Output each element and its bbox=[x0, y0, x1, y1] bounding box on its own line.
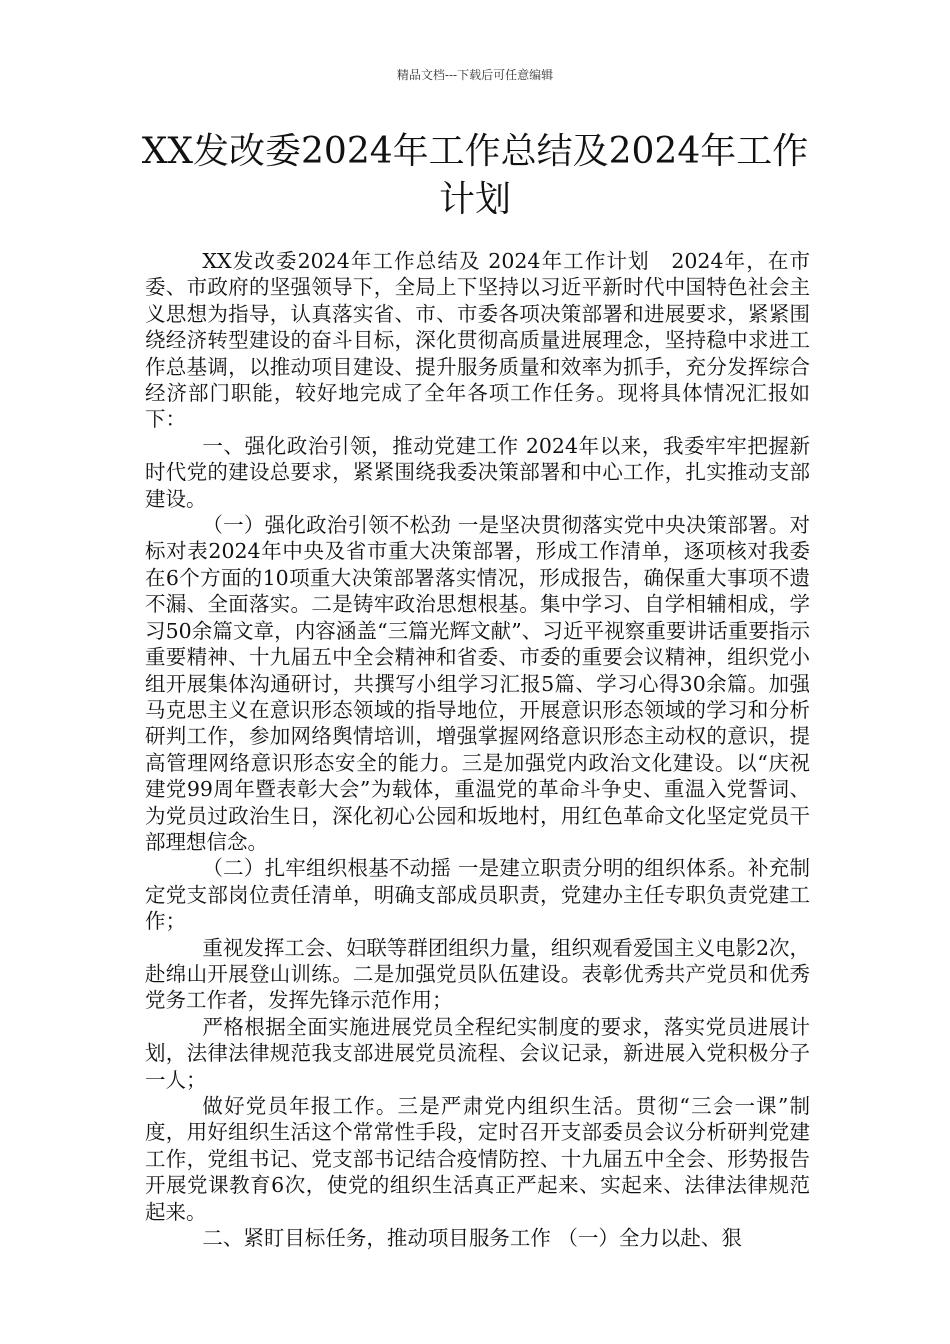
body-paragraph: XX发改委2024年工作总结及 2024年工作计划 2024年，在市委、市政府的坚强领导下，全局上下坚持以习近平新时代中国特色社会主义思想为指导，认真落实省、市、市委各项决策部署和进展要求，紧紧围绕经济转型建设的奋斗目标，深化贯彻高质量进展理念，坚持稳中求进工作总基调，以推动项目建设、提升服务质量和效率为抓手，充分发挥综合经济部门职能，较好地完成了全年各项工作任务。现将具体情况汇报如下： bbox=[145, 249, 810, 432]
header-note: 精品文档---下载后可任意编辑 bbox=[396, 68, 554, 82]
document-body bbox=[145, 248, 810, 1251]
body-paragraph: （二）扎牢组织根基不动摇 一是建立职责分明的组织体系。补充制定党支部岗位责任清单，明确支部成员职责，党建办主任专职负责党建工作； bbox=[145, 856, 810, 934]
body-paragraph: 严格根据全面实施进展党员全程纪实制度的要求，落实党员进展计划，法律法律规范我支部进展党员流程、会议记录，新进展入党积极分子一人； bbox=[145, 1014, 810, 1092]
body-paragraph: 二、紧盯目标任务，推动项目服务工作 （一）全力以赴、狠 bbox=[202, 1226, 742, 1251]
document-title: XX发改委2024年工作总结及2024年工作计划 bbox=[141, 131, 809, 220]
body-paragraph: （一）强化政治引领不松劲 一是坚决贯彻落实党中央决策部署。对标对表2024年中央及省市重大决策部署，形成工作清单，逐项核对我委在6个方面的10项重大决策部署落实情况，形成报告，确保重大事项不遗不漏、全面落实。二是铸牢政治思想根基。集中学习、自学相辅相成，学习50余篇文章，内容涵盖“三篇光辉文献”、习近平视察重要讲话重要指示重要精神、十九届五中全会精神和省委、市委的重要会议精神，组织党小组开展集体沟通研讨，共撰写小组学习汇报5篇、学习心得30余篇。加强马克思主义在意识形态领域的指导地位，开展意识形态领域的学习和分析研判工作，参加网络舆情培训，增强掌握网络意识形态主动权的意识，提高管理网络意识形态安全的能力。三是加强党内政治文化建设。以“庆祝建党99周年暨表彰大会”为载体，重温党的革命斗争史、重温入党誓词、为党员过政治生日，深化初心公园和坂地村，用红色革命文化坚定党员干部理想信念。 bbox=[145, 513, 810, 854]
body-paragraph: 做好党员年报工作。三是严肃党内组织生活。贯彻“三会一课”制度，用好组织生活这个常常性手段，定时召开支部委员会议分析研判党建工作，党组书记、党支部书记结合疫情防控、十九届五中全会、形势报告开展党课教育6次，使党的组织生活真正严起来、实起来、法律法律规范起来。 bbox=[145, 1094, 810, 1224]
body-paragraph: 重视发挥工会、妇联等群团组织力量，组织观看爱国主义电影2次，赴绵山开展登山训练。二是加强党员队伍建设。表彰优秀共产党员和优秀党务工作者，发挥先锋示范作用； bbox=[145, 935, 810, 1013]
body-paragraph: 一、强化政治引领，推动党建工作 2024年以来，我委牢牢把握新时代党的建设总要求，紧紧围绕我委决策部署和中心工作，扎实推动支部建设。 bbox=[145, 433, 810, 511]
